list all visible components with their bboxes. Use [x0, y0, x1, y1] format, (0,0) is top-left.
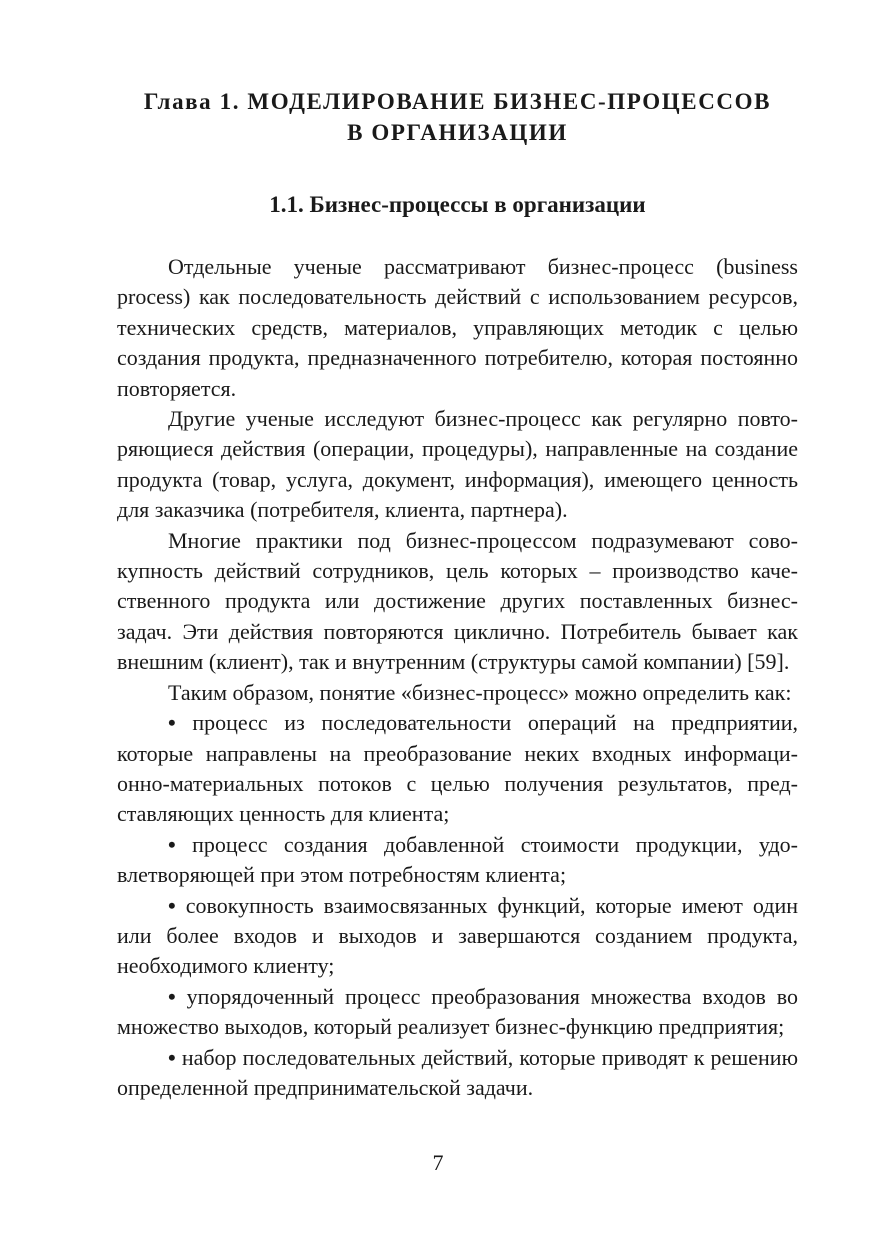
page-content	[117, 86, 798, 1103]
paragraph-3: Многие практики под бизнес-процессом подразумевают совокупность действий сотрудников, цель которых – производство качественного продукта или достижение других поставленных бизнес-задач. Эти действия повторяются циклично. Потребитель бывает как внешним (клиент), так и внутренним (структуры самой компании) [59].	[117, 527, 798, 675]
bullet-marker: •	[168, 983, 176, 1009]
bullet-item-5	[117, 1043, 798, 1104]
page-number: 7	[432, 1150, 444, 1175]
bullet-text: процесс создания добавленной стоимости продукции, удовлетворяющей при этом потребностям клиента;	[117, 831, 798, 888]
bullet-item-4	[117, 982, 798, 1043]
bullet-item-1	[117, 708, 798, 830]
bullet-item-3	[117, 891, 798, 982]
bullet-marker: •	[168, 831, 176, 857]
bullet-text: процесс из последовательности операций на предприятии, которые направлены на преобразование неких входных информационно-материальных потоков с целью получения результатов, представляющих ценность для клиента;	[117, 710, 799, 827]
paragraph-4: Таким образом, понятие «бизнес-процесс» можно определить как:	[168, 679, 792, 705]
bullet-marker: •	[168, 710, 176, 736]
body-text	[117, 252, 798, 1103]
paragraph-2: Другие ученые исследуют бизнес-процесс как регулярно повторяющиеся действия (операции, процедуры), направленные на создание продукта (товар, услуга, документ, информация), имеющего ценность для заказчика (потребителя, клиента, партнера).	[117, 406, 798, 523]
bullet-marker: •	[168, 1044, 176, 1070]
chapter-title-line-1: Глава 1. МОДЕЛИРОВАНИЕ БИЗНЕС-ПРОЦЕССОВ	[143, 89, 772, 114]
bullet-text: совокупность взаимосвязанных функций, которые имеют один или более входов и выходов и завершаются созданием продукта, необходимого клиенту;	[117, 892, 798, 979]
chapter-title	[117, 86, 798, 148]
bullet-marker: •	[168, 892, 176, 918]
bullet-item-2	[117, 830, 798, 891]
paragraph-1: Отдельные ученые рассматривают бизнес-процесс (business process) как последовательность действий с использованием ресурсов, технических средств, материалов, управляющих методик с целью создания продукта, предназначенного потребителю, которая постоянно повторяется.	[117, 254, 798, 401]
bullet-text: упорядоченный процесс преобразования множества входов во множество выходов, который реализует бизнес-функцию предприятия;	[117, 983, 798, 1040]
chapter-title-line-2: В ОРГАНИЗАЦИИ	[347, 120, 568, 145]
section-title: 1.1. Бизнес-процессы в организации	[269, 192, 646, 217]
bullet-text: набор последовательных действий, которые приводят к решению определенной предпринимательской задачи.	[117, 1044, 799, 1100]
